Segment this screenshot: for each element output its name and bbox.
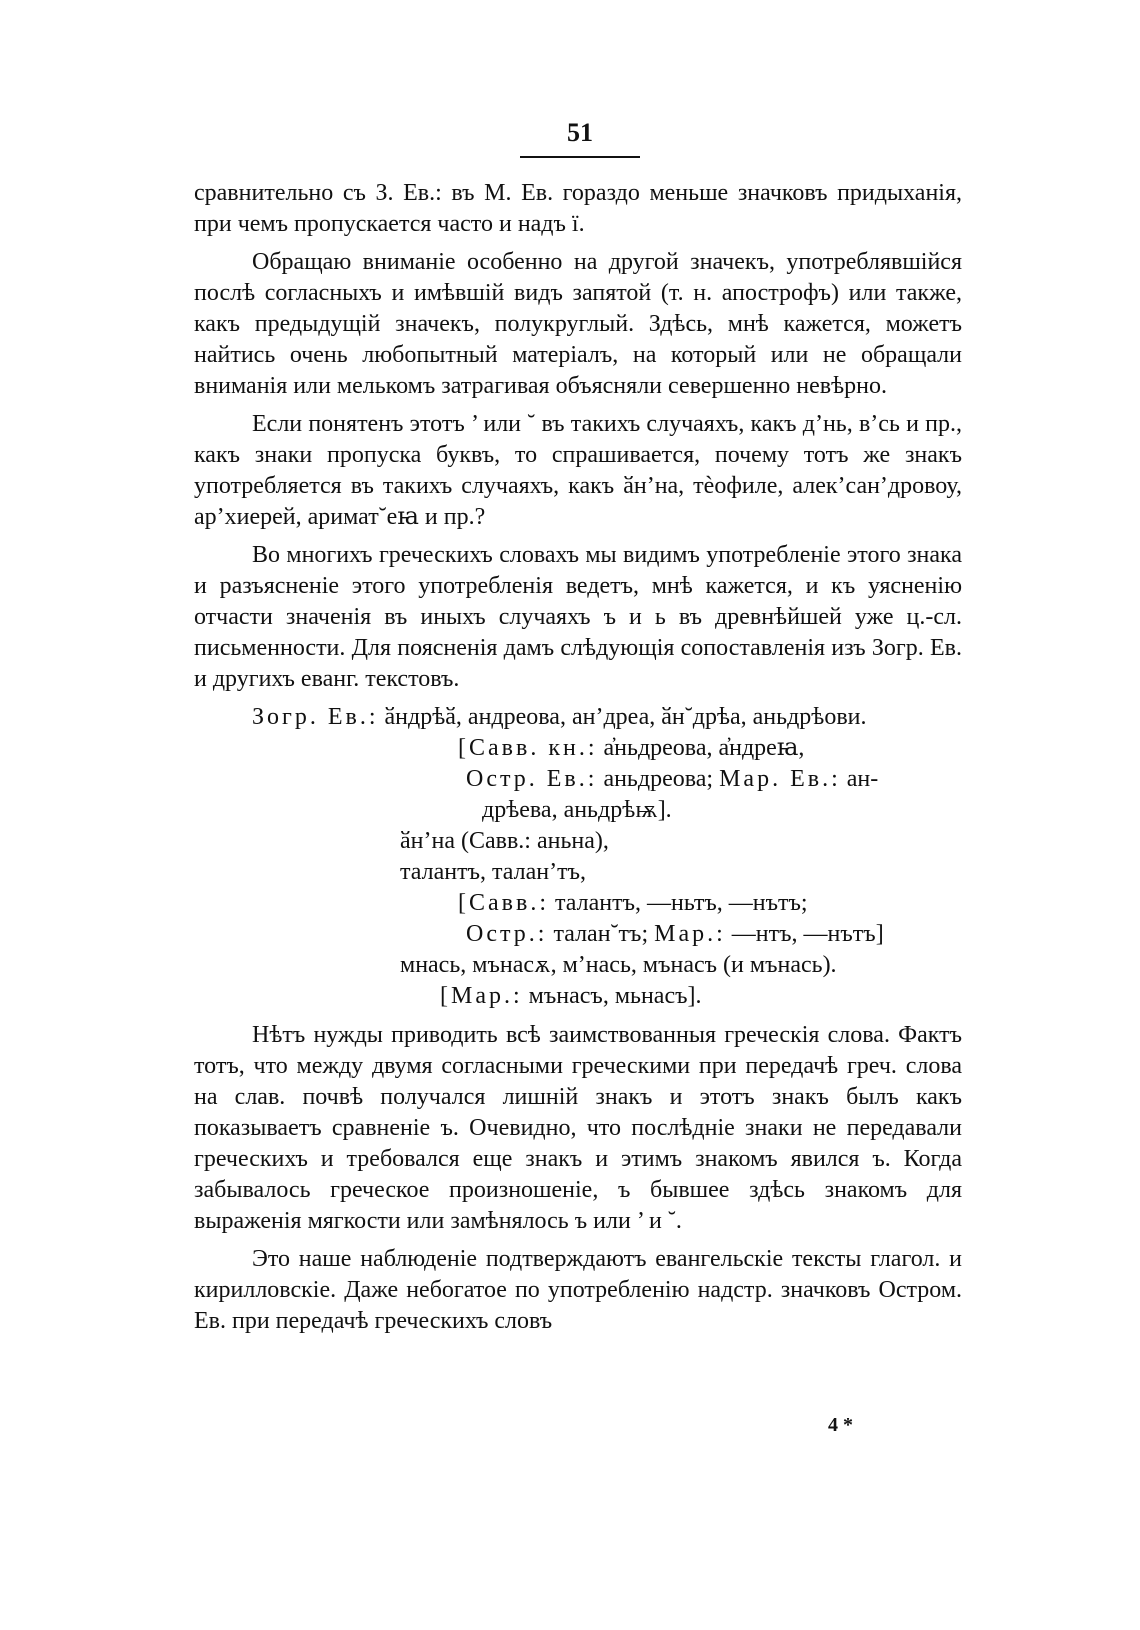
source-label: [Савв.: [458, 890, 549, 916]
example-text: аньдреова; [603, 766, 714, 792]
example-text: талан˘тъ; [553, 921, 649, 947]
example-text: —нтъ, —нътъ] [731, 921, 884, 947]
example-text: а҆ньдреова, а҆ндреꙗ, [603, 735, 805, 761]
example-line: мнась, мънасѫ, м’нась, мънасъ (и мънась). [400, 952, 837, 978]
source-label: Остр. Ев.: [466, 766, 598, 792]
paragraph: Это наше наблюденіе подтверждаютъ евангельскіе тексты глагол. и кирилловскіе. Даже небогатое по употребленію надстр. значковъ Остром. Ев. при передачѣ греческихъ словъ [194, 1246, 962, 1334]
comparison-examples [194, 702, 962, 1012]
page-number: 51 [520, 118, 640, 158]
source-label: Остр.: [466, 921, 548, 947]
source-label: Мар.: [654, 921, 726, 947]
example-text: мънасъ, мьнасъ]. [528, 983, 702, 1009]
example-line: дрѣева, аньдрѣѭ]. [482, 797, 672, 823]
source-label: [Мар.: [440, 983, 523, 1009]
source-label: Мар. Ев.: [719, 766, 841, 792]
example-line [440, 981, 962, 1012]
example-line: талантъ, талан’тъ, [400, 859, 587, 885]
source-label: [Савв. кн.: [458, 735, 598, 761]
example-text: ан- [846, 766, 879, 792]
body-text [194, 178, 962, 1344]
paragraph: сравнительно съ З. Ев.: въ М. Ев. гораздо меньше значковъ придыханія, при чемъ пропускается часто и надъ ї. [194, 180, 962, 237]
example-text: талантъ, —ньтъ, —нътъ; [554, 890, 808, 916]
paragraph: Обращаю вниманіе особенно на другой значекъ, употреблявшійся послѣ согласныхъ и имѣвшій видъ запятой (т. н. апострофъ) или также, какъ предыдущій значекъ, полукруглый. Здѣсь, мнѣ кажется, можетъ найтись очень любопытный матеріалъ, на который или не обращали вниманія или мелькомъ затрагивая объясняли севершенно невѣрно. [194, 249, 962, 399]
example-line [252, 702, 962, 733]
source-label: Зогр. Ев.: [252, 704, 379, 730]
example-line [466, 919, 962, 950]
example-line [466, 764, 962, 795]
example-line [458, 888, 962, 919]
example-line [458, 733, 962, 764]
example-line: ӑн’на (Савв.: аньна), [400, 828, 609, 854]
signature-mark: 4 * [828, 1414, 853, 1436]
paragraph: Нѣтъ нужды приводить всѣ заимствованныя греческія слова. Фактъ тотъ, что между двумя согласными греческими при передачѣ греч. слова на слав. почвѣ получался лишній знакъ и этотъ знакъ былъ какъ показываетъ сравненіе ъ. Очевидно, что послѣдніе знаки не передавали греческихъ и требовался еще знакъ и этимъ знакомъ явился ъ. Когда забывалось греческое произношеніе, ъ бывшее здѣсь знакомъ для выраженія мягкости или замѣнялось ъ или ’ и ˘. [194, 1022, 962, 1234]
paragraph: Во многихъ греческихъ словахъ мы видимъ употребленіе этого знака и разъясненіе этого употребленія ведетъ, мнѣ кажется, и къ уясненію отчасти значенія въ иныхъ случаяхъ ъ и ь въ древнѣйшей уже ц.-сл. письменности. Для поясненія дамъ слѣдующія сопоставленія изъ Зогр. Ев. и другихъ еванг. текстовъ. [194, 542, 962, 692]
example-text: ӑндрѣӑ, андреова, ан’дреа, ӑн˘дрѣа, аньдрѣови. [384, 704, 867, 730]
paragraph: Если понятенъ этотъ ’ или ˘ въ такихъ случаяхъ, какъ д’нь, в’сь и пр., какъ знаки пропуска буквъ, то спрашивается, почему тотъ же знакъ употребляется въ такихъ случаяхъ, какъ ӑн’на, тѐофиле, алек’сан’дровоу, ар’хиерей, аримат˘еꙗ и пр.? [194, 411, 962, 530]
